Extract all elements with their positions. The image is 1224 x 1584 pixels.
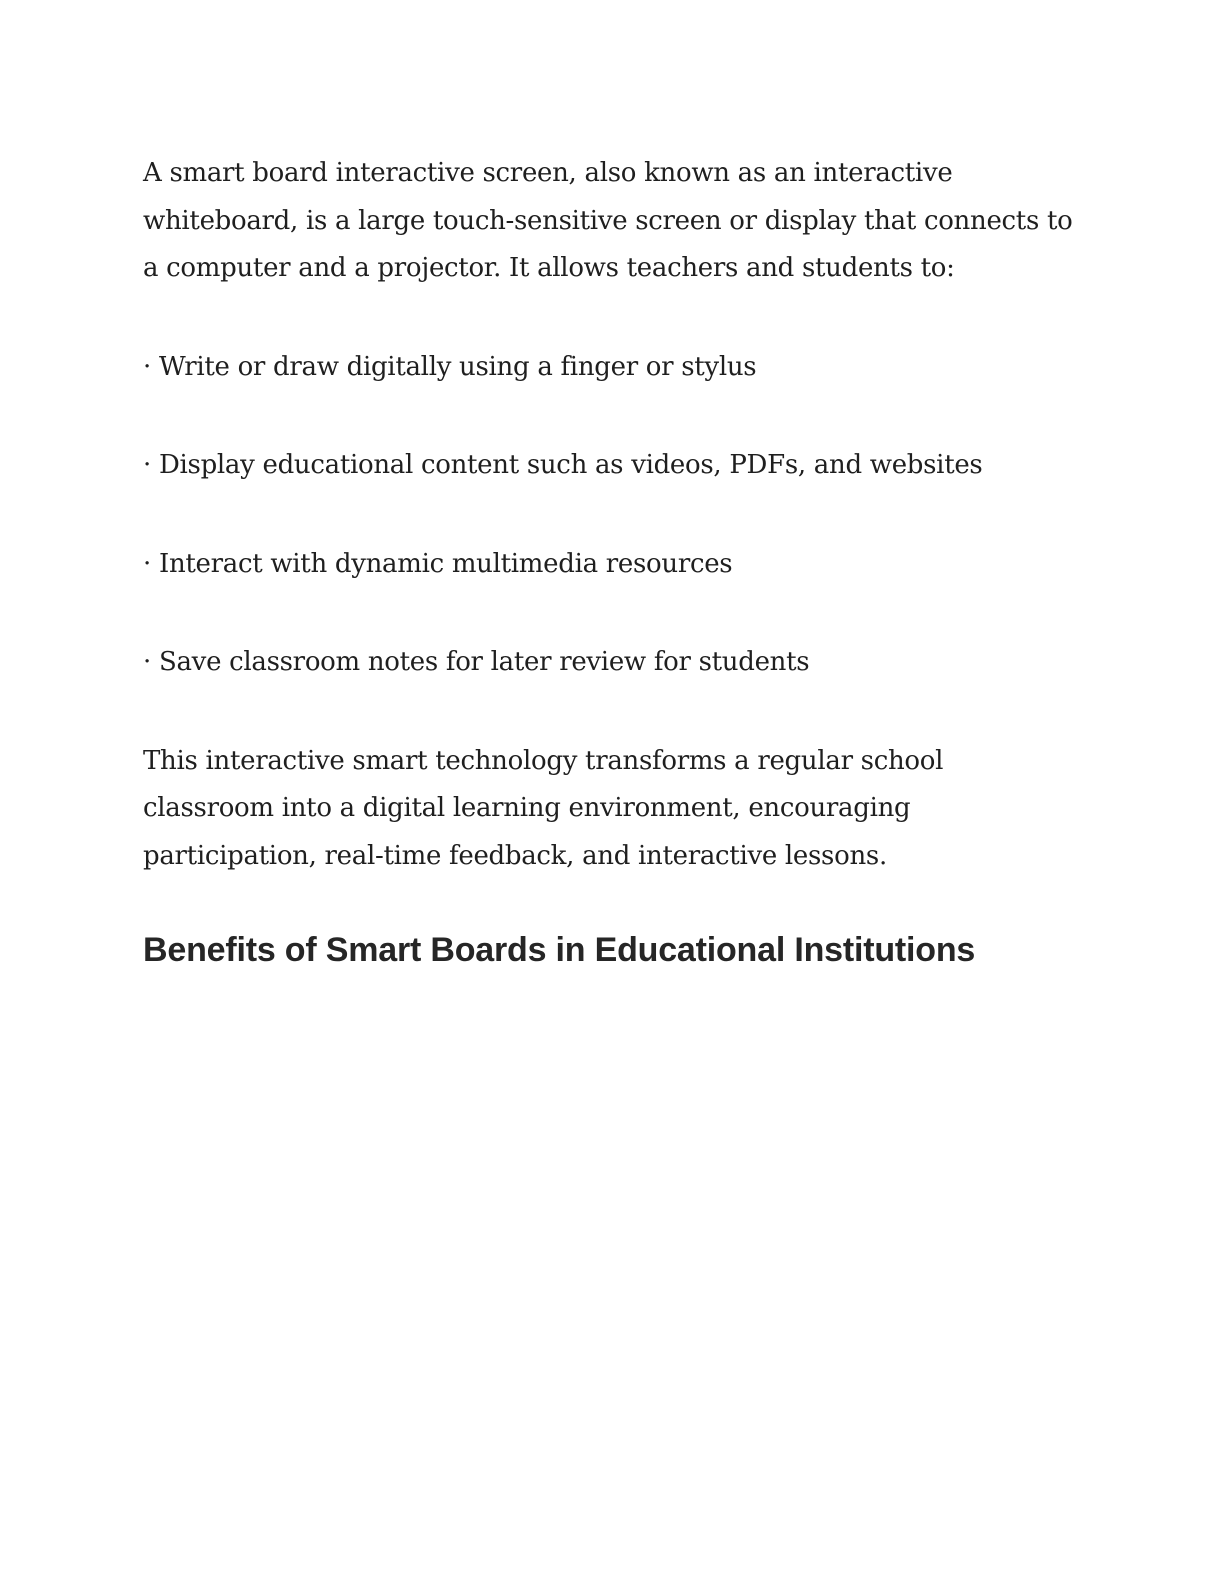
bullet-text: Save classroom notes for later review for students: [158, 647, 810, 677]
bullet-item: [143, 442, 1078, 490]
bullet-item: [143, 541, 1078, 589]
document-body: [143, 150, 1078, 972]
bullet-item: [143, 639, 1078, 687]
bullet-text: Interact with dynamic multimedia resources: [158, 548, 733, 579]
bullet-marker: ·: [143, 450, 151, 480]
closing-paragraph: This interactive smart technology transforms a regular school classroom into a digital learning environment, encouraging participation, real-time feedback, and interactive lessons.: [143, 745, 944, 871]
bullet-marker: ·: [143, 351, 151, 382]
bullet-marker: ·: [143, 548, 151, 579]
bullet-item: [143, 344, 1078, 392]
section-heading: Benefits of Smart Boards in Educational Institutions: [143, 931, 976, 969]
bullet-text: Write or draw digitally using a finger or stylus: [158, 351, 757, 382]
bullet-text: Display educational content such as videos, PDFs, and websites: [158, 450, 983, 480]
intro-paragraph: A smart board interactive screen, also known as an interactive whiteboard, is a large touch-sensitive screen or display that connects to a computer and a projector. It allows teachers and students to:: [143, 158, 1073, 283]
bullet-marker: ·: [143, 647, 151, 677]
